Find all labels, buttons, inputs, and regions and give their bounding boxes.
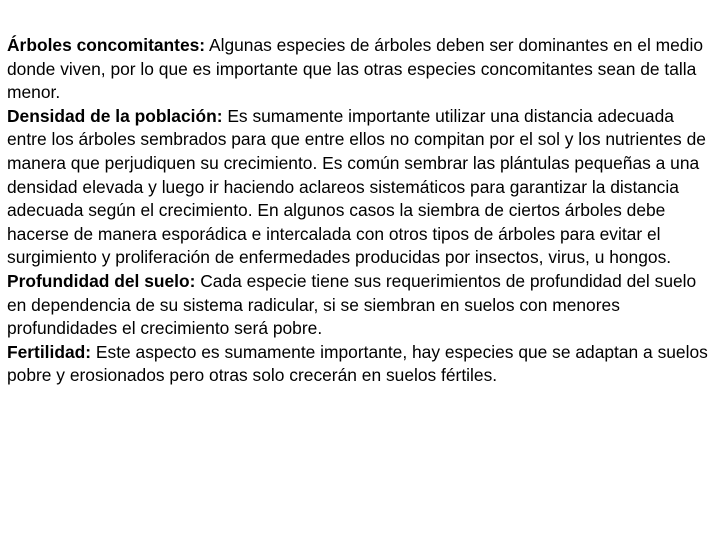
definition-fertilidad: Este aspecto es sumamente importante, hay especies que se adaptan a suelos pobre y erosionados pero otras solo crecerán en suelos fértiles. — [7, 341, 708, 386]
term-profundidad-suelo: Profundidad del suelo: — [7, 270, 196, 291]
definition-profundidad-suelo: Cada especie tiene sus requerimientos de profundidad del suelo en dependencia de su sistema radicular, si se siembran en suelos con menores profundidades el crecimiento será pobre. — [7, 270, 697, 339]
paragraph-arboles-concomitantes — [7, 34, 717, 105]
paragraph-densidad-poblacion — [7, 105, 717, 270]
definition-arboles-concomitantes: Algunas especies de árboles deben ser dominantes en el medio donde viven, por lo que es importante que las otras especies concomitantes sean de talla menor. — [7, 35, 704, 103]
paragraph-profundidad-suelo — [7, 270, 717, 341]
term-fertilidad: Fertilidad: — [7, 341, 92, 362]
definition-densidad-poblacion: Es sumamente importante utilizar una distancia adecuada entre los árboles sembrados para que entre ellos no compitan por el sol y los nutrientes de manera que perjudiquen su crecimiento. Es común sembrar las plántulas pequeñas a una densidad elevada y luego ir haciendo aclareos sistemáticos para garantizar la distancia adecuada según el crecimiento. En algunos casos la siembra de ciertos árboles debe hacerse de manera esporádica e intercalada con otros tipos de árboles para evitar el surgimiento y proliferación de enfermedades producidas por insectos, virus, u hongos. — [7, 105, 706, 268]
term-arboles-concomitantes: Árboles concomitantes: — [7, 35, 206, 55]
document-body — [7, 34, 717, 388]
paragraph-fertilidad — [7, 341, 717, 388]
term-densidad-poblacion: Densidad de la población: — [7, 105, 223, 126]
